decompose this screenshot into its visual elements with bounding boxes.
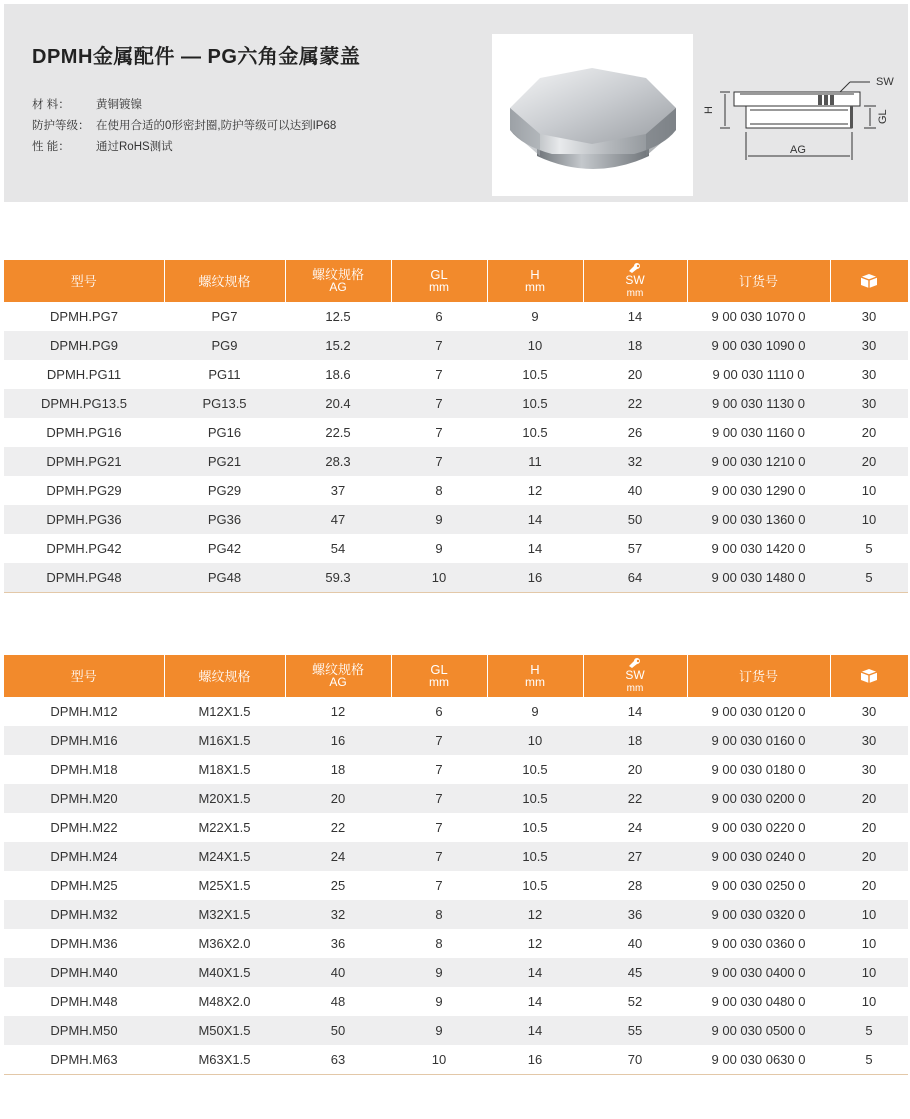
wrench-icon — [628, 658, 642, 668]
table-cell: 7 — [435, 878, 443, 893]
table-cell: 40 — [627, 483, 643, 498]
table-cell: 9 00 030 0240 0 — [687, 842, 830, 871]
label-gl: GL — [877, 109, 889, 124]
table-cell: 7 — [435, 367, 443, 382]
table-cell: 14 — [627, 309, 643, 324]
table-cell: 18 — [330, 762, 346, 777]
table-cell: 9 00 030 0480 0 — [711, 994, 806, 1009]
table-cell: DPMH.M24 — [4, 842, 164, 871]
table-cell: 8 — [435, 936, 443, 951]
table-cell: 50 — [285, 1016, 391, 1045]
table-row — [4, 697, 908, 726]
table-cell: 12 — [330, 704, 346, 719]
table-cell: 30 — [861, 309, 877, 324]
col-model: 型号 — [4, 655, 164, 697]
table-row — [4, 360, 908, 389]
table-cell: 9 00 030 1090 0 — [687, 331, 830, 360]
table-cell: 12 — [527, 936, 543, 951]
spec-label: 性 能： — [32, 141, 70, 153]
package-box-icon — [860, 668, 878, 684]
table-row — [4, 505, 908, 534]
col-sw: SW mm — [583, 260, 687, 302]
table-cell: 36 — [583, 900, 687, 929]
table-row — [4, 331, 908, 360]
col-model: 型号 — [4, 260, 164, 302]
table-cell: 9 00 030 0630 0 — [687, 1045, 830, 1074]
table-row — [4, 784, 908, 813]
table-cell: 10 — [830, 958, 908, 987]
wrench-icon — [628, 263, 642, 273]
table-cell: 25 — [330, 878, 346, 893]
table-cell: DPMH.M36 — [50, 936, 118, 951]
table-cell: 20 — [830, 842, 908, 871]
table-cell: 10 — [861, 994, 877, 1009]
table-cell: 30 — [861, 367, 877, 382]
table-cell: PG13.5 — [164, 389, 285, 418]
col-thread: 螺纹规格 — [164, 260, 285, 302]
table-cell: PG9 — [164, 331, 285, 360]
table-cell: 70 — [583, 1045, 687, 1074]
table-cell: 7 — [435, 820, 443, 835]
spec-list — [32, 95, 336, 158]
col-thread: 螺纹规格 — [164, 655, 285, 697]
table-cell: DPMH.PG9 — [4, 331, 164, 360]
table-cell: 14 — [527, 994, 543, 1009]
table-cell: 10.5 — [487, 842, 583, 871]
table-cell: 9 00 030 1290 0 — [711, 483, 806, 498]
table-cell: DPMH.M40 — [4, 958, 164, 987]
table-cell: 14 — [487, 505, 583, 534]
table-cell: DPMH.PG48 — [4, 563, 164, 592]
table-cell: DPMH.M50 — [4, 1016, 164, 1045]
table-row — [4, 447, 908, 476]
table-cell: 14 — [487, 1016, 583, 1045]
table-cell: 22 — [583, 389, 687, 418]
table-cell: M50X1.5 — [164, 1016, 285, 1045]
table-header-row — [4, 655, 908, 697]
table-cell: 10.5 — [522, 425, 548, 440]
table-cell: 50 — [583, 505, 687, 534]
table-cell: 9 00 030 0500 0 — [687, 1016, 830, 1045]
spec-label: 材 料： — [32, 99, 70, 111]
table-cell: 30 — [861, 704, 877, 719]
table-cell: 64 — [583, 563, 687, 592]
table-cell: 9 00 030 0200 0 — [687, 784, 830, 813]
table-cell: 16 — [487, 1045, 583, 1074]
label-h: H — [703, 106, 715, 114]
table-cell: 5 — [830, 1045, 908, 1074]
table-cell: 22 — [330, 820, 346, 835]
table-cell: 6 — [435, 309, 443, 324]
spec-value: 通过RoHS测试 — [96, 141, 173, 153]
col-package-qty — [830, 260, 908, 302]
table-cell: DPMH.M25 — [50, 878, 118, 893]
table-row — [4, 302, 908, 331]
table-cell: 10 — [861, 483, 877, 498]
col-gl: GL mm — [391, 260, 487, 302]
hex-plug-image — [492, 34, 693, 196]
table-cell: PG29 — [207, 483, 242, 498]
table-cell: 27 — [583, 842, 687, 871]
spec-label: 防护等级： — [32, 120, 90, 132]
table-cell: DPMH.PG29 — [46, 483, 122, 498]
table-cell: DPMH.M18 — [50, 762, 118, 777]
spec-value: 在使用合适的0形密封圈,防护等级可以达到IP68 — [96, 120, 337, 132]
table-cell: 59.3 — [285, 563, 391, 592]
table-cell: 9 00 030 0320 0 — [687, 900, 830, 929]
table-cell: M22X1.5 — [198, 820, 251, 835]
table-cell: 9 00 030 0180 0 — [711, 762, 806, 777]
table-cell: 10 — [487, 726, 583, 755]
table-cell: 10 — [830, 900, 908, 929]
table-row — [4, 900, 908, 929]
pg-spec-table — [4, 260, 908, 593]
table-cell: 63 — [285, 1045, 391, 1074]
table-cell: 12 — [527, 483, 543, 498]
table-cell: 9 00 030 0250 0 — [711, 878, 806, 893]
table-cell: 10 — [861, 936, 877, 951]
table-cell: 14 — [527, 541, 543, 556]
table-cell: 10 — [391, 1045, 487, 1074]
table-cell: 48 — [330, 994, 346, 1009]
table-cell: DPMH.M32 — [4, 900, 164, 929]
table-cell: 26 — [627, 425, 643, 440]
table-cell: 28 — [627, 878, 643, 893]
spec-row-performance — [32, 137, 336, 158]
table-cell: 30 — [861, 762, 877, 777]
table-cell: 20 — [627, 762, 643, 777]
col-sw: SW mm — [583, 655, 687, 697]
table-cell: 7 — [391, 784, 487, 813]
table-row — [4, 871, 908, 900]
table-cell: 8 — [391, 900, 487, 929]
table-cell: 16 — [487, 563, 583, 592]
table-cell: 9 — [435, 541, 443, 556]
table-cell: 47 — [285, 505, 391, 534]
table-row — [4, 1045, 908, 1074]
table-cell: PG21 — [164, 447, 285, 476]
table-cell: 9 — [531, 309, 539, 324]
table-row — [4, 987, 908, 1016]
table-cell: 5 — [830, 563, 908, 592]
table-cell: 55 — [583, 1016, 687, 1045]
table-cell: 22.5 — [325, 425, 351, 440]
table-cell: 7 — [435, 762, 443, 777]
table-cell: 54 — [330, 541, 346, 556]
table-cell: DPMH.PG42 — [46, 541, 122, 556]
table-cell: 10.5 — [487, 389, 583, 418]
col-gl: GL mm — [391, 655, 487, 697]
table-cell: 18 — [583, 726, 687, 755]
table-cell: DPMH.PG11 — [46, 367, 122, 382]
table-cell: 9 00 030 1110 0 — [712, 367, 805, 382]
table-cell: 12.5 — [325, 309, 351, 324]
table-cell: 15.2 — [285, 331, 391, 360]
table-cell: 9 00 030 1420 0 — [711, 541, 806, 556]
table-cell: 10.5 — [522, 878, 548, 893]
table-cell: 30 — [830, 389, 908, 418]
table-cell: 7 — [391, 842, 487, 871]
table-cell: 8 — [435, 483, 443, 498]
table-cell: 11 — [487, 447, 583, 476]
table-cell: 9 00 030 0400 0 — [687, 958, 830, 987]
table-cell: 24 — [627, 820, 643, 835]
table-cell: 9 00 030 0220 0 — [711, 820, 806, 835]
table-cell: 30 — [830, 726, 908, 755]
table-row — [4, 755, 908, 784]
table-cell: 20 — [830, 447, 908, 476]
table-header-row — [4, 260, 908, 302]
table-cell: 14 — [627, 704, 643, 719]
table-cell: 7 — [391, 447, 487, 476]
table-cell: 9 00 030 1130 0 — [687, 389, 830, 418]
table-cell: M32X1.5 — [164, 900, 285, 929]
col-order-no: 订货号 — [687, 260, 830, 302]
table-cell: 7 — [391, 726, 487, 755]
table-row — [4, 958, 908, 987]
package-box-icon — [860, 273, 878, 289]
table-cell: 9 — [391, 958, 487, 987]
label-ag: AG — [790, 144, 806, 156]
table-cell: PG7 — [211, 309, 238, 324]
table-cell: 9 00 030 0160 0 — [687, 726, 830, 755]
table-cell: M12X1.5 — [198, 704, 251, 719]
table-cell: 18 — [583, 331, 687, 360]
table-cell: PG36 — [164, 505, 285, 534]
table-cell: 52 — [627, 994, 643, 1009]
col-h: H mm — [487, 655, 583, 697]
table-cell: M63X1.5 — [164, 1045, 285, 1074]
table-cell: 9 00 030 1360 0 — [687, 505, 830, 534]
m-spec-table — [4, 655, 908, 1075]
table-cell: 9 — [391, 505, 487, 534]
table-cell: 5 — [865, 541, 873, 556]
table-cell: M40X1.5 — [164, 958, 285, 987]
table-cell: 20 — [830, 784, 908, 813]
col-thread-ag: 螺纹规格 AG — [285, 260, 391, 302]
table-cell: PG48 — [164, 563, 285, 592]
table-cell: M16X1.5 — [164, 726, 285, 755]
table-cell: DPMH.PG21 — [4, 447, 164, 476]
table-cell: 40 — [627, 936, 643, 951]
page-title: DPMH金属配件 — PG六角金属蒙盖 — [32, 46, 361, 68]
table-cell: 9 00 030 1160 0 — [711, 425, 805, 440]
table-cell: 10.5 — [522, 820, 548, 835]
table-cell: 7 — [391, 331, 487, 360]
dimension-drawing — [700, 58, 905, 170]
table-cell: PG16 — [207, 425, 242, 440]
table-cell: 12 — [487, 900, 583, 929]
table-cell: 7 — [435, 425, 443, 440]
table-cell: 10 — [487, 331, 583, 360]
technical-drawing — [700, 58, 905, 170]
table-cell: M24X1.5 — [164, 842, 285, 871]
table-row — [4, 929, 908, 958]
table-cell: M20X1.5 — [164, 784, 285, 813]
table-cell: 20 — [285, 784, 391, 813]
table-row — [4, 418, 908, 447]
table-cell: 20.4 — [285, 389, 391, 418]
table-cell: DPMH.M16 — [4, 726, 164, 755]
table-cell: 20 — [627, 367, 643, 382]
table-row — [4, 389, 908, 418]
col-order-no: 订货号 — [687, 655, 830, 697]
table-cell: 32 — [583, 447, 687, 476]
table-cell: 40 — [285, 958, 391, 987]
product-photo — [492, 34, 693, 196]
table-cell: DPMH.PG7 — [50, 309, 118, 324]
col-package-qty — [830, 655, 908, 697]
table-row — [4, 726, 908, 755]
table-cell: 32 — [285, 900, 391, 929]
table-cell: 7 — [391, 389, 487, 418]
table-cell: M48X2.0 — [198, 994, 251, 1009]
col-h: H mm — [487, 260, 583, 302]
table-cell: 10 — [830, 505, 908, 534]
spec-value: 黄铜镀镍 — [96, 99, 142, 111]
table-cell: 9 — [531, 704, 539, 719]
table-cell: 20 — [861, 820, 877, 835]
table-cell: 36 — [330, 936, 346, 951]
table-cell: 24 — [285, 842, 391, 871]
table-cell: DPMH.PG36 — [4, 505, 164, 534]
table-cell: DPMH.M63 — [4, 1045, 164, 1074]
table-cell: M25X1.5 — [198, 878, 251, 893]
table-row — [4, 813, 908, 842]
table-cell: 57 — [627, 541, 643, 556]
table-cell: 28.3 — [285, 447, 391, 476]
table-cell: 9 — [435, 994, 443, 1009]
table-cell: 9 00 030 1210 0 — [687, 447, 830, 476]
table-cell: 9 00 030 1070 0 — [711, 309, 806, 324]
table-cell: DPMH.M20 — [4, 784, 164, 813]
table-cell: PG42 — [207, 541, 242, 556]
table-row — [4, 563, 908, 592]
spec-row-material — [32, 95, 336, 116]
spec-row-protection — [32, 116, 336, 137]
table-cell: 14 — [487, 958, 583, 987]
table-cell: 30 — [830, 331, 908, 360]
table-cell: 20 — [861, 425, 877, 440]
table-cell: M18X1.5 — [198, 762, 251, 777]
table-cell: 10.5 — [522, 762, 548, 777]
table-cell: 10 — [391, 563, 487, 592]
table-cell: DPMH.M22 — [50, 820, 118, 835]
table-cell: 16 — [285, 726, 391, 755]
table-cell: 18.6 — [325, 367, 351, 382]
table-cell: 9 00 030 0120 0 — [711, 704, 806, 719]
col-thread-ag: 螺纹规格 AG — [285, 655, 391, 697]
table-cell: 9 00 030 0360 0 — [711, 936, 806, 951]
table-cell: DPMH.PG16 — [46, 425, 122, 440]
table-cell: DPMH.M48 — [50, 994, 118, 1009]
table-cell: 10.5 — [522, 367, 548, 382]
table-cell: M36X2.0 — [198, 936, 251, 951]
table-cell: 9 — [391, 1016, 487, 1045]
table-cell: 9 00 030 1480 0 — [687, 563, 830, 592]
table-row — [4, 1016, 908, 1045]
table-cell: 10.5 — [487, 784, 583, 813]
table-cell: 37 — [330, 483, 346, 498]
table-row — [4, 534, 908, 563]
table-cell: DPMH.PG13.5 — [4, 389, 164, 418]
table-cell: 22 — [583, 784, 687, 813]
table-cell: 6 — [435, 704, 443, 719]
table-cell: PG11 — [208, 367, 241, 382]
table-cell: 5 — [830, 1016, 908, 1045]
table-row — [4, 842, 908, 871]
label-sw: SW — [876, 76, 894, 88]
table-cell: DPMH.M12 — [50, 704, 118, 719]
table-cell: 45 — [583, 958, 687, 987]
table-cell: 20 — [861, 878, 877, 893]
table-row — [4, 476, 908, 505]
